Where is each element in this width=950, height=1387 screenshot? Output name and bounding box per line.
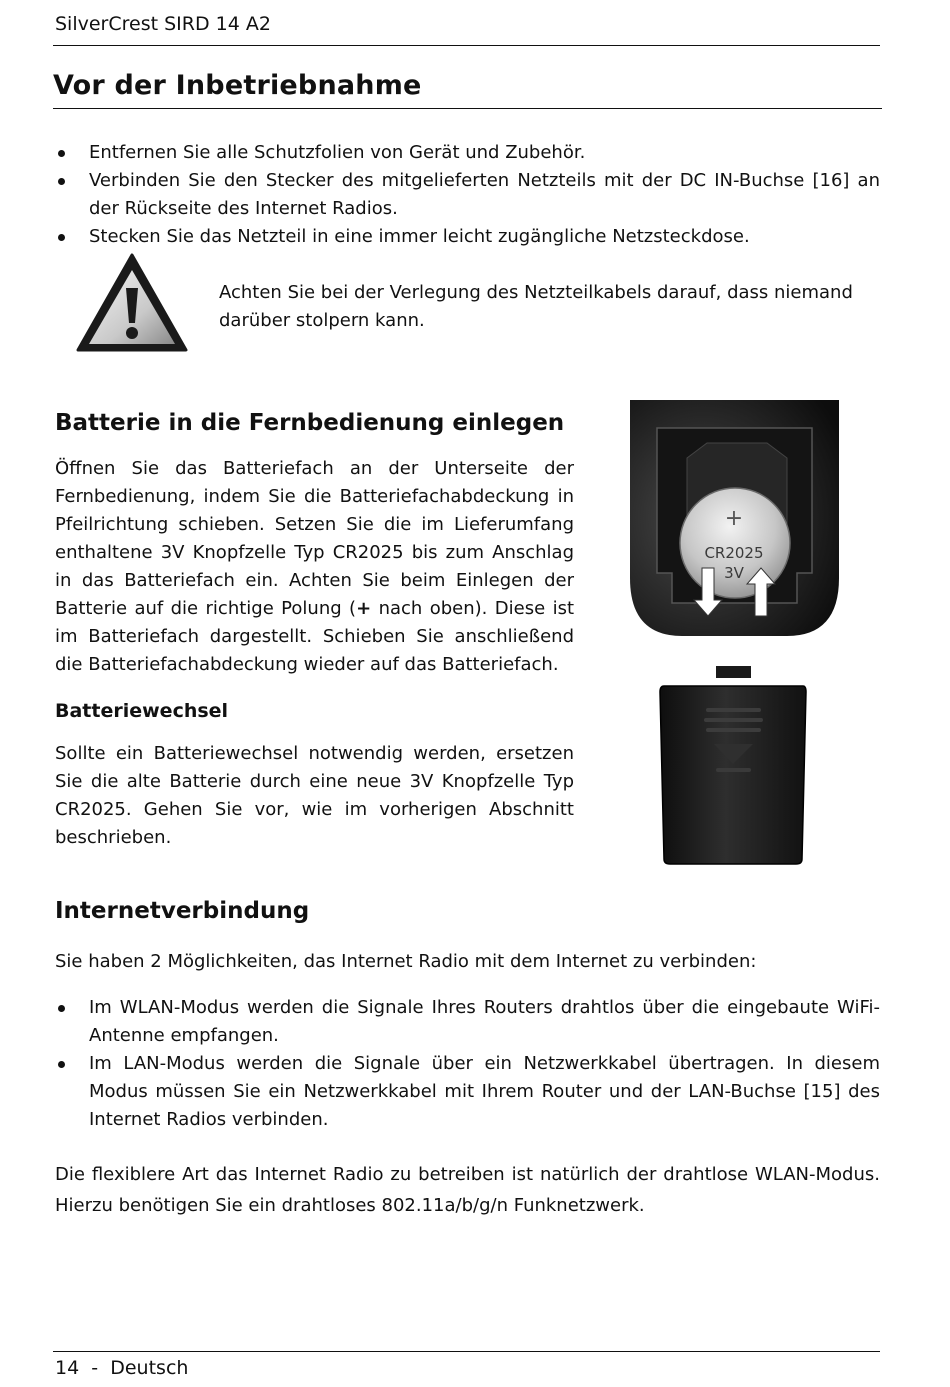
running-header: SilverCrest SIRD 14 A2 bbox=[55, 13, 271, 35]
list-item: Im WLAN-Modus werden die Signale Ihres Routers drahtlos über die eingebaute WiFi-Antenne empfangen. bbox=[55, 994, 880, 1050]
page-number: 14 bbox=[55, 1357, 80, 1379]
page-footer bbox=[55, 1357, 188, 1379]
internet-closing: Die flexiblere Art das Internet Radio zu betreiben ist natürlich der drahtlose WLAN-Modus. Hierzu benötigen Sie ein drahtloses 802.11a/b/g/n Funknetzwerk. bbox=[55, 1164, 880, 1216]
battery-change-heading: Batteriewechsel bbox=[55, 700, 229, 722]
warning-text bbox=[219, 279, 859, 335]
battery-text bbox=[55, 455, 574, 679]
image-plus-label: + bbox=[724, 506, 744, 531]
internet-heading: Internetverbindung bbox=[55, 898, 310, 924]
battery-change-text: Sollte ein Batteriewechsel notwendig werden, ersetzen Sie die alte Batterie durch eine neue 3V Knopfzelle Typ CR2025. Gehen Sie vor, wie im vorherigen Abschnitt beschrieben. bbox=[55, 743, 574, 848]
plus-symbol: + bbox=[356, 598, 372, 619]
list-item: Im LAN-Modus werden die Signale über ein Netzwerkkabel übertragen. In diesem Modus müssen Sie ein Netzwerkkabel mit Ihrem Router und der LAN-Buchse [15] des Internet Radios verbinden. bbox=[55, 1050, 880, 1134]
footer-language: Deutsch bbox=[110, 1357, 189, 1379]
list-item: Verbinden Sie den Stecker des mitgelieferten Netzteils mit der DC IN-Buchse [16] an der Rückseite des Internet Radios. bbox=[55, 167, 880, 223]
title-rule bbox=[53, 108, 882, 109]
warning-triangle-icon bbox=[76, 253, 188, 353]
setup-list bbox=[55, 139, 880, 251]
remote-battery-compartment-image bbox=[627, 398, 842, 638]
warning-line-1: Achten Sie bei der Verlegung des Netzteilkabels darauf, dass niemand bbox=[219, 282, 853, 303]
warning-line-2: darüber stolpern kann. bbox=[219, 310, 425, 331]
page-title: Vor der Inbetriebnahme bbox=[53, 70, 422, 101]
list-item: Stecken Sie das Netzteil in eine immer leicht zugängliche Netzsteckdose. bbox=[55, 223, 880, 251]
internet-list bbox=[55, 994, 880, 1134]
internet-intro: Sie haben 2 Möglichkeiten, das Internet Radio mit dem Internet zu verbinden: bbox=[55, 951, 757, 972]
header-rule bbox=[53, 45, 880, 46]
footer-rule bbox=[53, 1351, 880, 1352]
battery-cover-image bbox=[656, 664, 811, 867]
battery-heading: Batterie in die Fernbedienung einlegen bbox=[55, 410, 565, 436]
list-item: Entfernen Sie alle Schutzfolien von Gerät und Zubehör. bbox=[55, 139, 880, 167]
battery-text-part-1: Öffnen Sie das Batteriefach an der Unterseite der Fernbedienung, indem Sie die Batteriefachabdeckung in Pfeilrichtung schieben. Setzen Sie die im Lieferumfang enthaltene 3V Knopfzelle Typ CR2025 bis zum Anschlag in das Batteriefach ein. Achten Sie beim Einlegen der Batterie auf die richtige Polung ( bbox=[55, 458, 574, 619]
image-type-label: CR2025 bbox=[704, 544, 764, 562]
footer-separator: - bbox=[91, 1357, 99, 1379]
image-voltage-label: 3V bbox=[724, 564, 744, 582]
battery-text-part-2: nach oben). Diese ist im Batteriefach dargestellt. Schieben Sie anschließend die Batteriefachabdeckung wieder auf das Batteriefach. bbox=[55, 598, 574, 675]
